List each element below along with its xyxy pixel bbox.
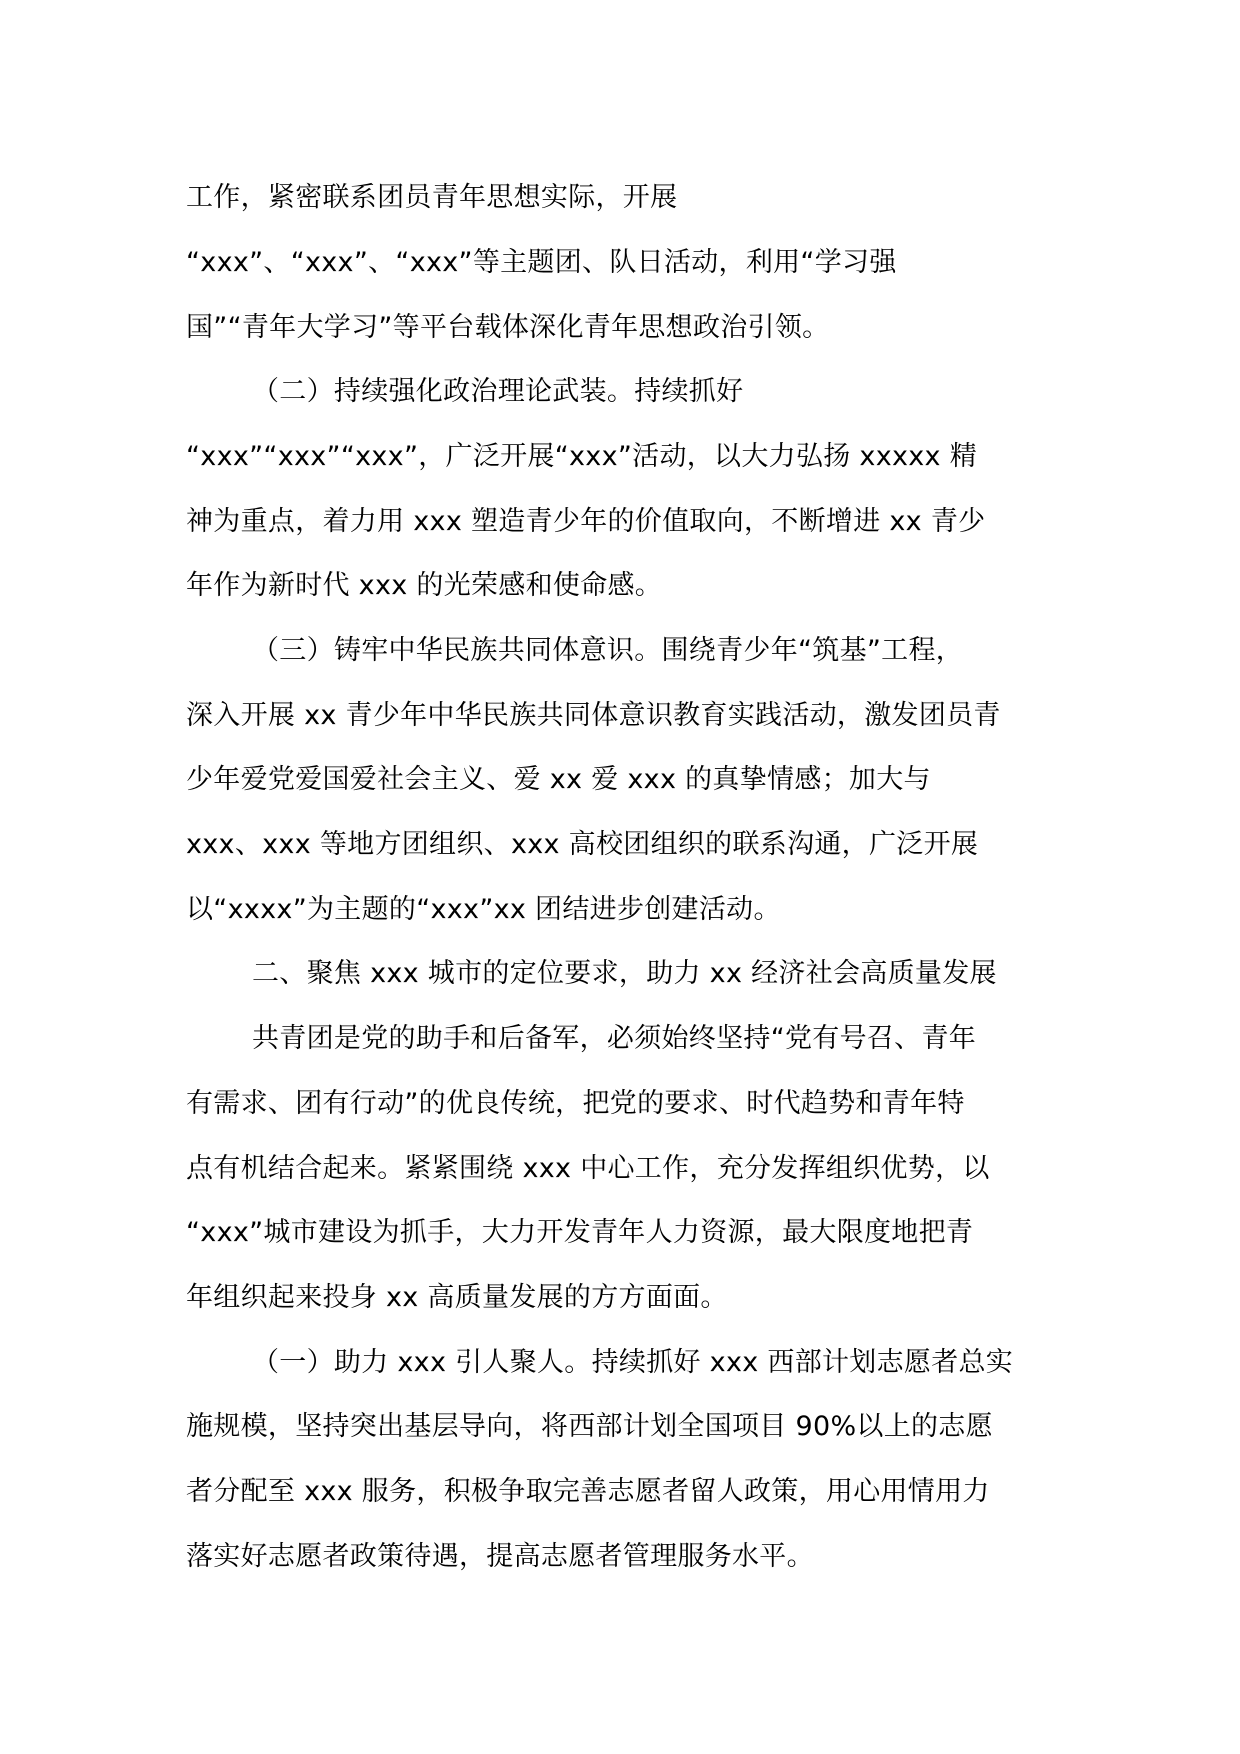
text-line: 共青团是党的助手和后备军，必须始终坚持“党有号召、青年 <box>252 1023 977 1054</box>
text-line: 年作为新时代 xxx 的光荣感和使命感。 <box>186 570 663 601</box>
text-line: 落实好志愿者政策待遇，提高志愿者管理服务水平。 <box>186 1541 814 1572</box>
text-line: 工作，紧密联系团员青年思想实际，开展 <box>186 182 678 213</box>
section-heading: （一）助力 xxx 引人聚人。持续抓好 xxx 西部计划志愿者总实 <box>252 1347 1014 1378</box>
text-line: 神为重点，着力用 xxx 塑造青少年的价值取向，不断增进 xx 青少 <box>186 506 986 537</box>
text-line: 以“xxxx”为主题的“xxx”xx 团结进步创建活动。 <box>186 894 781 925</box>
section-heading: 二、聚焦 xxx 城市的定位要求，助力 xx 经济社会高质量发展 <box>252 958 997 989</box>
text-line: 点有机结合起来。紧紧围绕 xxx 中心工作，充分发挥组织优势，以 <box>186 1153 990 1184</box>
text-line: 者分配至 xxx 服务，积极争取完善志愿者留人政策，用心用情用力 <box>186 1476 990 1507</box>
text-line: “xxx”、“xxx”、“xxx”等主题团、队日活动，利用“学习强 <box>186 247 897 278</box>
section-heading: （三）铸牢中华民族共同体意识。围绕青少年“筑基”工程， <box>252 635 964 666</box>
text-line: “xxx”“xxx”“xxx”，广泛开展“xxx”活动，以大力弘扬 xxxxx 精 <box>186 441 978 472</box>
section-heading: （二）持续强化政治理论武装。持续抓好 <box>252 376 744 407</box>
text-line: 深入开展 xx 青少年中华民族共同体意识教育实践活动，激发团员青 <box>186 700 1001 731</box>
text-line: 施规模，坚持突出基层导向，将西部计划全国项目 90%以上的志愿 <box>186 1411 993 1442</box>
text-line: 少年爱党爱国爱社会主义、爱 xx 爱 xxx 的真挚情感；加大与 <box>186 764 931 795</box>
text-line: 国”“青年大学习”等平台载体深化青年思想政治引领。 <box>186 312 830 343</box>
text-line: xxx、xxx 等地方团组织、xxx 高校团组织的联系沟通，广泛开展 <box>186 829 979 860</box>
text-line: 年组织起来投身 xx 高质量发展的方方面面。 <box>186 1282 728 1313</box>
text-line: “xxx”城市建设为抓手，大力开发青年人力资源，最大限度地把青 <box>186 1217 974 1248</box>
text-line: 有需求、团有行动”的优良传统，把党的要求、时代趋势和青年特 <box>186 1088 965 1119</box>
